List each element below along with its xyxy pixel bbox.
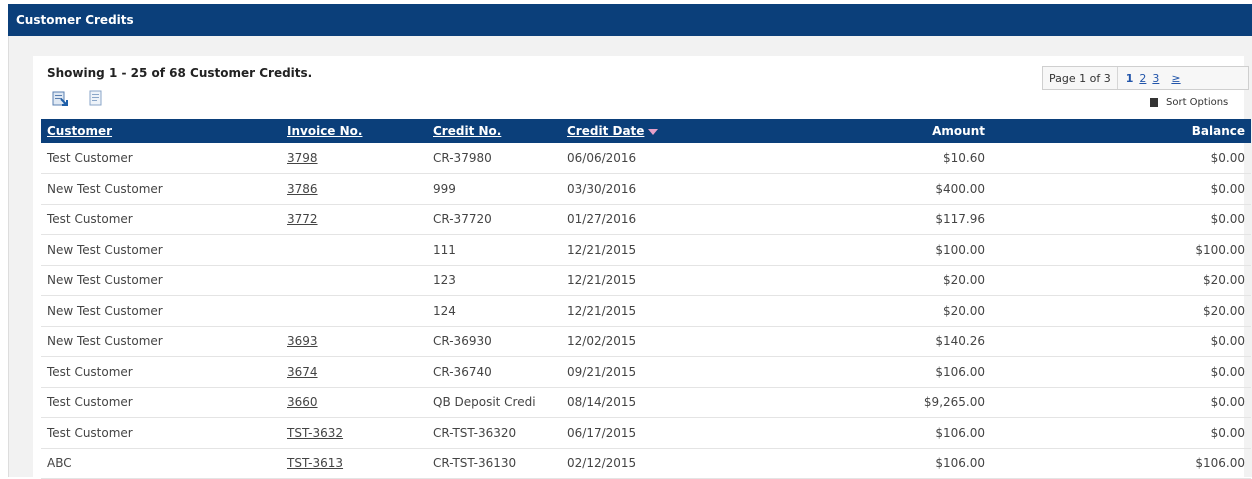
customer-cell: New Test Customer <box>47 273 163 288</box>
pager-divider <box>1117 67 1118 89</box>
credit-no-cell: CR-37980 <box>433 151 492 165</box>
invoice-link <box>281 235 427 266</box>
sort-descending-icon <box>648 129 658 135</box>
invoice-link[interactable]: 3674 <box>287 364 318 379</box>
customer-cell: ABC <box>47 456 72 471</box>
customer-cell: Test Customer <box>47 364 133 379</box>
column-header-amount: Amount <box>932 124 985 138</box>
credit-no-cell: CR-37720 <box>433 212 492 227</box>
invoice-cell <box>281 174 427 205</box>
amount-cell: $400.00 <box>935 181 985 196</box>
table-row <box>41 357 1251 388</box>
balance-cell: $20.00 <box>1203 303 1245 318</box>
credit-no-cell: QB Deposit Credi <box>433 395 536 410</box>
export-excel-icon[interactable] <box>52 90 68 106</box>
balance-cell: $100.00 <box>1195 242 1245 257</box>
table-row <box>41 143 1251 174</box>
credit-date-cell: 06/17/2015 <box>567 425 637 440</box>
amount-cell: $100.00 <box>935 242 985 257</box>
table-row <box>41 326 1251 357</box>
table-header-row <box>41 119 1251 143</box>
credit-date-cell: 02/12/2015 <box>567 456 637 471</box>
results-summary: Showing 1 - 25 of 68 Customer Credits. <box>47 66 313 80</box>
customer-cell: New Test Customer <box>47 334 163 349</box>
table-row <box>41 448 1251 479</box>
table-row <box>41 265 1251 296</box>
invoice-link <box>281 265 427 296</box>
amount-cell: $106.00 <box>935 425 985 440</box>
balance-cell: $0.00 <box>1210 181 1245 196</box>
customer-cell: New Test Customer <box>47 303 163 318</box>
invoice-cell <box>281 143 427 174</box>
credit-date-cell: 01/27/2016 <box>567 212 637 227</box>
table-row <box>41 387 1251 418</box>
invoice-cell <box>281 357 427 388</box>
credit-date-cell: 12/21/2015 <box>567 303 637 318</box>
window-title: Customer Credits <box>8 4 1252 36</box>
credit-date-cell: 03/30/2016 <box>567 181 637 196</box>
credit-no-cell: CR-36930 <box>433 334 492 349</box>
column-header-credit[interactable]: Credit No. <box>433 124 502 138</box>
credit-no-cell: CR-TST-36320 <box>433 425 517 440</box>
customer-cell: Test Customer <box>47 395 133 410</box>
customer-cell: Test Customer <box>47 212 133 227</box>
credit-no-cell: CR-TST-36130 <box>433 456 517 471</box>
amount-cell: $106.00 <box>935 456 985 471</box>
amount-cell: $20.00 <box>943 303 985 318</box>
invoice-link[interactable]: 3693 <box>287 334 318 349</box>
table-row <box>41 418 1251 449</box>
balance-cell: $0.00 <box>1210 425 1245 440</box>
amount-cell: $106.00 <box>935 364 985 379</box>
credit-no-cell: 123 <box>433 273 456 288</box>
balance-cell: $20.00 <box>1203 273 1245 288</box>
invoice-link[interactable]: 3798 <box>287 151 318 165</box>
invoice-cell <box>281 326 427 357</box>
invoice-cell <box>281 448 427 479</box>
credit-date-cell: 12/21/2015 <box>567 242 637 257</box>
sort-options-label: Sort Options <box>1166 97 1229 108</box>
table-row <box>41 174 1251 205</box>
column-header-invoice[interactable]: Invoice No. <box>287 124 363 138</box>
customer-cell: Test Customer <box>47 425 133 440</box>
page-link-3[interactable]: 3 <box>1152 71 1160 85</box>
next-page-link[interactable]: ≥ <box>1171 71 1181 85</box>
page-link-1[interactable]: 1 <box>1125 71 1134 85</box>
credit-date-cell: 12/21/2015 <box>567 273 637 288</box>
customer-cell: Test Customer <box>47 151 133 165</box>
balance-cell: $0.00 <box>1210 334 1245 349</box>
credit-no-cell: 111 <box>433 242 456 257</box>
amount-cell: $9,265.00 <box>923 395 985 410</box>
column-header-balance: Balance <box>1191 124 1245 138</box>
table-row <box>41 204 1251 235</box>
credit-date-cell: 09/21/2015 <box>567 364 637 379</box>
balance-cell: $106.00 <box>1195 456 1245 471</box>
sort-options-button[interactable] <box>1150 97 1228 108</box>
invoice-link[interactable]: TST-3632 <box>287 425 344 440</box>
amount-cell: $10.60 <box>943 151 985 165</box>
credit-date-cell: 06/06/2016 <box>567 151 637 165</box>
pagination <box>1042 66 1249 90</box>
invoice-cell <box>281 204 427 235</box>
credit-date-cell: 08/14/2015 <box>567 395 637 410</box>
customer-cell: New Test Customer <box>47 181 163 196</box>
amount-cell: $117.96 <box>935 212 985 227</box>
credit-no-cell: 999 <box>433 181 456 196</box>
column-header-date[interactable]: Credit Date <box>561 119 781 143</box>
invoice-link[interactable]: 3786 <box>287 181 318 196</box>
credit-no-cell: CR-36740 <box>433 364 492 379</box>
credit-date-cell: 12/02/2015 <box>567 334 637 349</box>
customer-cell: New Test Customer <box>47 242 163 257</box>
export-pdf-icon[interactable] <box>88 90 104 106</box>
page-link-2[interactable]: 2 <box>1139 71 1147 85</box>
amount-cell: $140.26 <box>935 334 985 349</box>
credit-no-cell: 124 <box>433 303 456 318</box>
page-indicator: Page 1 of 3 <box>1049 71 1111 85</box>
table-row <box>41 235 1251 266</box>
sort-options-icon <box>1150 98 1158 107</box>
credits-table <box>41 119 1251 479</box>
invoice-link[interactable]: TST-3613 <box>287 456 344 471</box>
invoice-link <box>281 296 427 327</box>
balance-cell: $0.00 <box>1210 151 1245 165</box>
invoice-link[interactable]: 3772 <box>287 212 318 227</box>
invoice-cell <box>281 418 427 449</box>
table-row <box>41 296 1251 327</box>
column-header-customer[interactable]: Customer <box>47 124 113 138</box>
balance-cell: $0.00 <box>1210 212 1245 227</box>
balance-cell: $0.00 <box>1210 364 1245 379</box>
balance-cell: $0.00 <box>1210 395 1245 410</box>
amount-cell: $20.00 <box>943 273 985 288</box>
invoice-cell <box>281 387 427 418</box>
invoice-link[interactable]: 3660 <box>287 395 318 410</box>
